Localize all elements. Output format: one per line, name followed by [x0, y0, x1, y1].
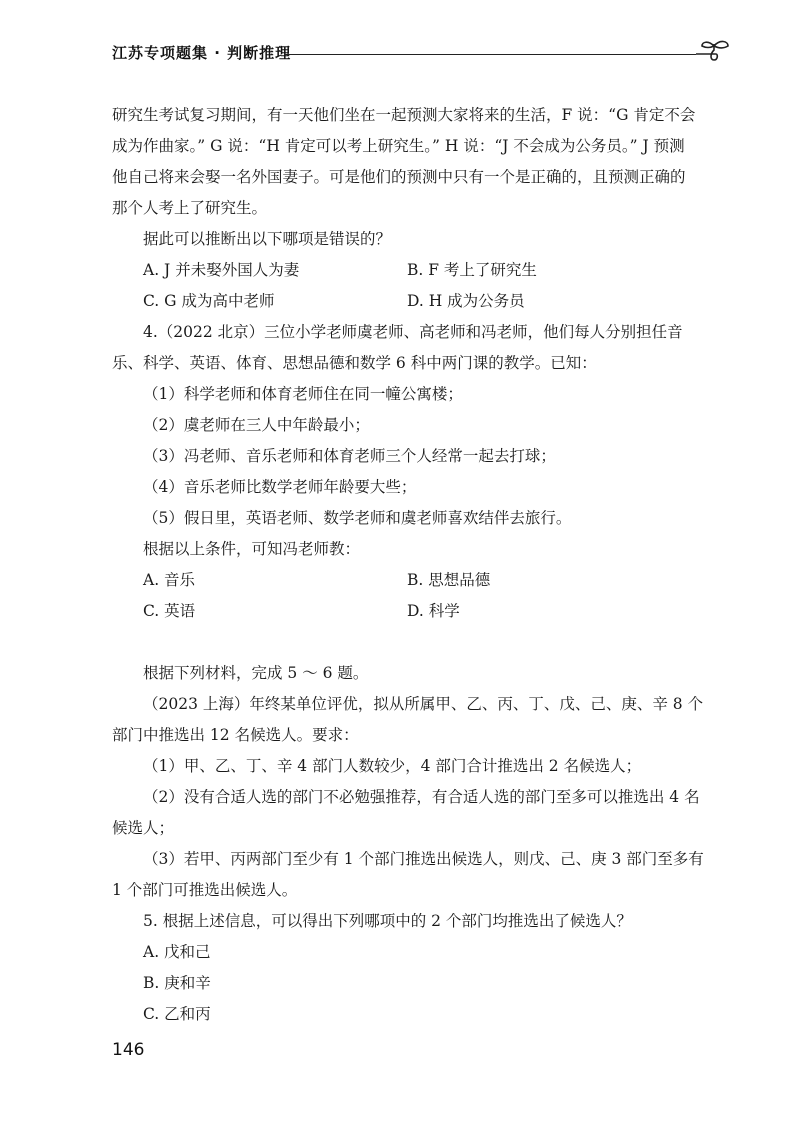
condition-line: （3）若甲、丙两部门至少有 1 个部门推选出候选人，则戊、己、庚 3 部门至多有: [143, 850, 704, 868]
condition-line: 1 个部门可推选出候选人。: [112, 881, 298, 899]
paragraph-line: 乐、科学、英语、体育、思想品德和数学 6 科中两门课的教学。已知：: [112, 354, 597, 372]
condition-line: （3）冯老师、音乐老师和体育老师三个人经常一起去打球；: [143, 447, 556, 465]
paragraph-line: 4.（2022 北京）三位小学老师虞老师、高老师和冯老师，他们每人分别担任音: [143, 323, 683, 341]
question-5-options: [112, 937, 712, 1030]
question-4-options: [112, 565, 712, 627]
option-a: A. J 并未娶外国人为妻: [143, 261, 300, 279]
option-d: D. H 成为公务员: [407, 292, 525, 310]
option-b: B. 庚和辛: [143, 974, 211, 992]
question-4-prompt: 根据以上条件，可知冯老师教：: [143, 540, 361, 558]
condition-line: （2）没有合适人选的部门不必勉强推荐，有合适人选的部门至多可以推选出 4 名: [143, 788, 700, 806]
page-number: 146: [112, 1040, 145, 1060]
question-3-stem: [112, 100, 712, 224]
paragraph-line: 他自己将来会娶一名外国妻子。可是他们的预测中只有一个是正确的，且预测正确的: [112, 168, 686, 186]
page-body: [112, 100, 712, 1030]
paragraph-line: 研究生考试复习期间，有一天他们坐在一起预测大家将来的生活，F 说：“G 肯定不会: [112, 106, 696, 124]
condition-line: （4）音乐老师比数学老师年龄要大些；: [143, 478, 417, 496]
material-intro: 根据下列材料，完成 5 ～ 6 题。: [143, 664, 369, 682]
material-stem: [112, 689, 712, 751]
paragraph-line: 成为作曲家。” G 说：“H 肯定可以考上研究生。” H 说：“J 不会成为公务员。” J 预测: [112, 137, 685, 155]
option-d: D. 科学: [407, 602, 460, 620]
option-a: A. 音乐: [143, 571, 196, 589]
option-a: A. 戊和己: [143, 943, 211, 961]
condition-line: （5）假日里，英语老师、数学老师和虞老师喜欢结伴去旅行。: [143, 509, 572, 527]
option-b: B. 思想品德: [407, 571, 491, 589]
header-rule: [284, 54, 696, 55]
paragraph-line: 部门中推选出 12 名候选人。要求：: [112, 726, 359, 744]
paragraph-line: 那个人考上了研究生。: [112, 199, 268, 217]
question-5-prompt: 5. 根据上述信息，可以得出下列哪项中的 2 个部门均推选出了候选人？: [143, 912, 632, 930]
condition-line: 候选人；: [112, 819, 175, 837]
question-4-conditions: [112, 379, 712, 534]
sprout-icon: [694, 38, 734, 68]
running-header: [112, 38, 732, 68]
option-c: C. 乙和丙: [143, 1005, 211, 1023]
condition-line: （2）虞老师在三人中年龄最小；: [143, 416, 370, 434]
option-c: C. 英语: [143, 602, 196, 620]
paragraph-line: （2023 上海）年终某单位评优，拟从所属甲、乙、丙、丁、戊、己、庚、辛 8 个: [143, 695, 704, 713]
question-4-stem: [112, 317, 712, 379]
condition-line: （1）科学老师和体育老师住在同一幢公寓楼；: [143, 385, 463, 403]
question-3-prompt: 据此可以推断出以下哪项是错误的？: [143, 230, 392, 248]
section-gap: [112, 627, 712, 658]
condition-line: （1）甲、乙、丁、辛 4 部门人数较少，4 部门合计推选出 2 名候选人；: [143, 757, 642, 775]
option-c: C. G 成为高中老师: [143, 292, 275, 310]
header-title: 江苏专项题集 · 判断推理: [112, 44, 292, 62]
material-conditions: [112, 751, 712, 906]
question-3-options: [112, 255, 712, 317]
option-b: B. F 考上了研究生: [407, 261, 537, 279]
